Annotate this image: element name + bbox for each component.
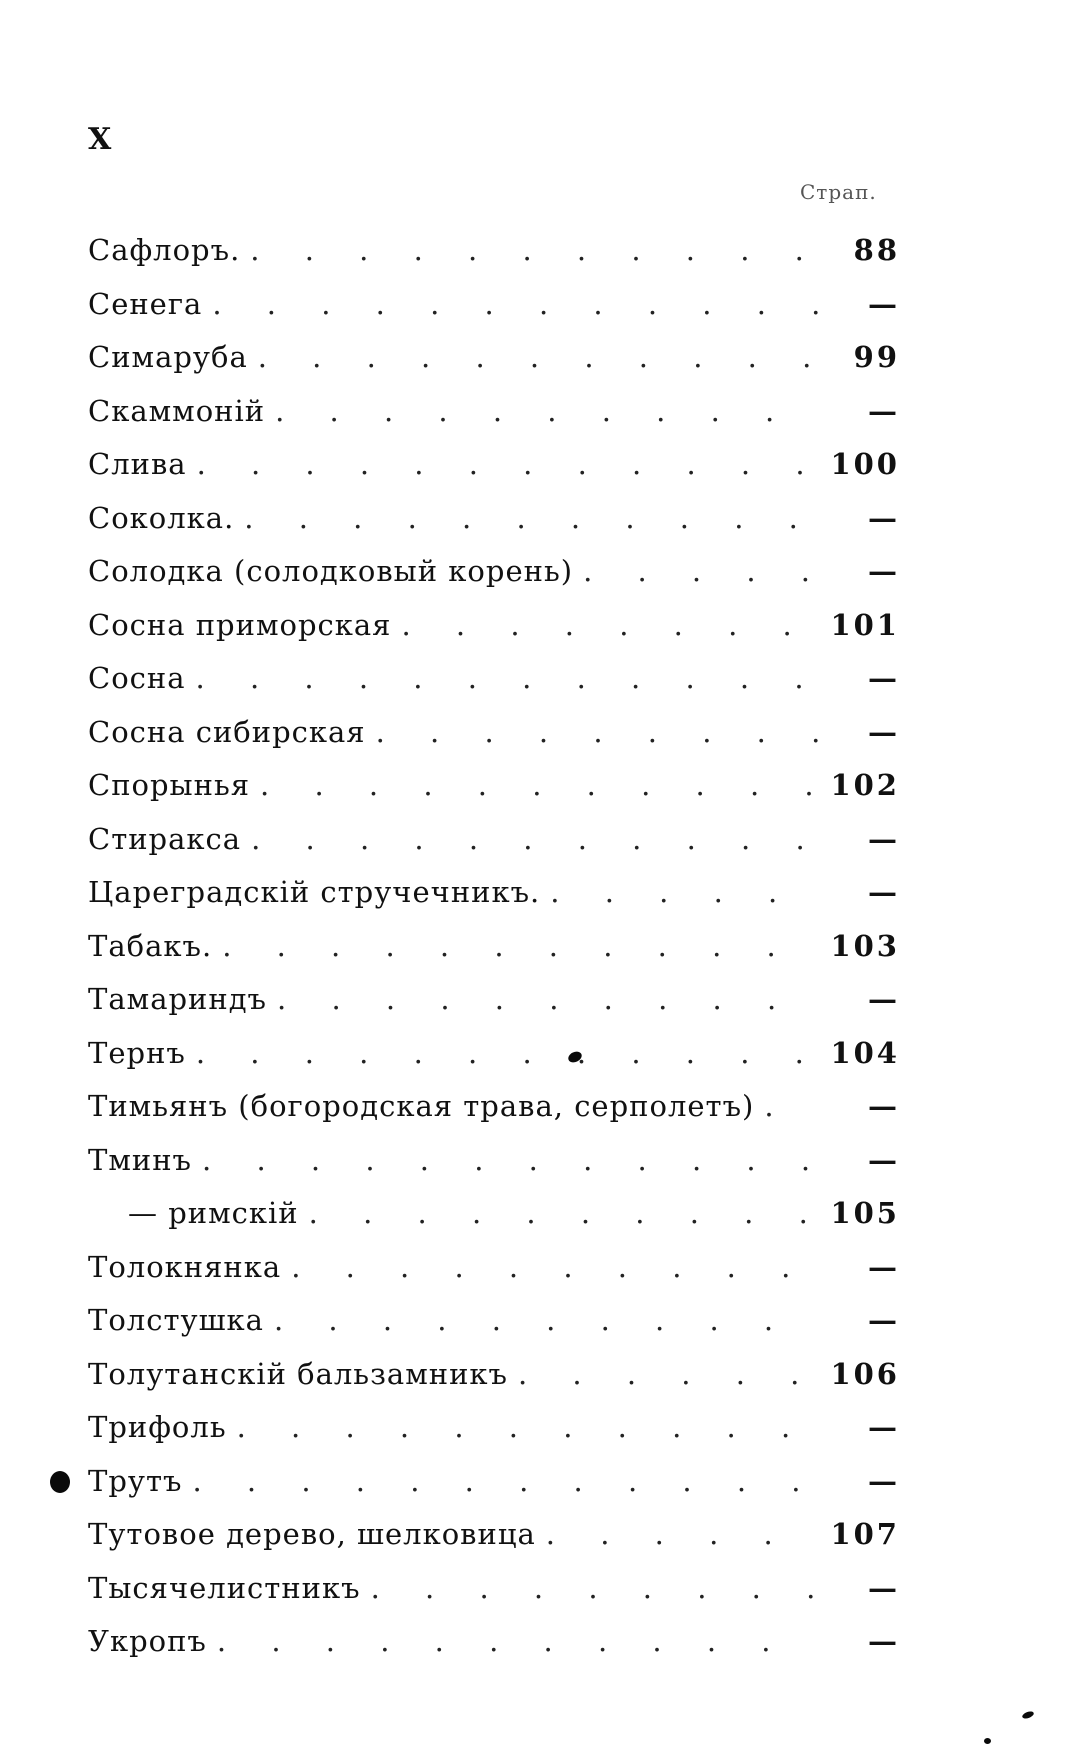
dot-leader [260, 768, 818, 802]
toc-entry [88, 1464, 900, 1518]
entry-page-number: 103 [830, 928, 900, 963]
dot-leader [197, 447, 818, 481]
page-number: X [88, 122, 113, 157]
entry-page-number: — [868, 1249, 900, 1284]
dot-leader [764, 1089, 818, 1123]
entry-title: — римскій [128, 1196, 299, 1230]
toc-entry [88, 715, 900, 769]
entry-page-number: 88 [853, 233, 900, 267]
entry-page-number: 99 [853, 340, 900, 374]
entry-title: Соколка. [88, 500, 235, 535]
entry-page-number: — [868, 1410, 900, 1444]
entry-page-number: 100 [830, 447, 900, 481]
dot-leader [376, 715, 818, 749]
entry-title: Сосна [88, 661, 186, 695]
toc-entry [88, 661, 900, 715]
entry-title: Сафлоръ. [88, 233, 241, 267]
ink-blot [984, 1738, 991, 1744]
entry-page-number: — [868, 1624, 900, 1658]
toc-entry [88, 1196, 900, 1250]
entry-page-number: — [868, 982, 900, 1016]
entry-title: Толстушка [88, 1303, 264, 1337]
entry-title: Тернъ [88, 1035, 186, 1070]
entry-page-number: — [868, 1303, 900, 1337]
entry-title: Табакъ. [88, 928, 213, 963]
entry-page-number: — [868, 821, 900, 856]
dot-leader [291, 1250, 818, 1284]
entry-title: Трутъ [88, 1463, 183, 1498]
entry-page-number: 101 [830, 607, 900, 642]
dot-leader [401, 608, 818, 642]
entry-page-number: — [868, 1463, 900, 1498]
dot-leader [192, 1464, 818, 1498]
ink-blot [50, 1471, 70, 1493]
entry-title: Стиракса [88, 821, 242, 856]
entry-title: Солодка (солодковый корень) [88, 554, 574, 588]
dot-leader [251, 822, 818, 856]
entry-title: Цареградскій стручечникъ. [88, 875, 541, 909]
entry-title: Симаруба [88, 340, 248, 374]
entry-page-number: — [868, 500, 900, 535]
entry-page-number: — [868, 393, 900, 428]
dot-leader [202, 1143, 818, 1177]
dot-leader [275, 394, 818, 428]
entry-page-number: — [868, 714, 900, 749]
toc-entry [88, 1036, 900, 1090]
page-column-header: Страп. [800, 180, 877, 204]
entry-page-number: 104 [830, 1035, 900, 1070]
entry-page-number: — [868, 1142, 900, 1177]
entry-title: Сенега [88, 286, 203, 321]
toc-entry [88, 1410, 900, 1464]
dot-leader [583, 554, 818, 588]
dot-leader [550, 875, 818, 909]
dot-leader [212, 287, 818, 321]
entry-title: Тутовое дерево, шелковица [88, 1517, 536, 1551]
toc-entry [88, 1517, 900, 1571]
dot-leader [250, 233, 818, 267]
dot-leader [309, 1196, 818, 1230]
entry-page-number: — [868, 875, 900, 909]
entry-title: Скаммоній [88, 393, 266, 428]
toc-entry [88, 1089, 900, 1143]
entry-page-number: 107 [830, 1517, 900, 1551]
toc-entry [88, 982, 900, 1036]
entry-title: Сосна сибирская [88, 714, 366, 749]
dot-leader [222, 929, 818, 963]
dot-leader [217, 1624, 818, 1658]
dot-leader [371, 1571, 818, 1605]
entry-page-number: 102 [830, 768, 900, 802]
entry-page-number: 105 [830, 1196, 900, 1230]
dot-leader [277, 982, 818, 1016]
dot-leader [196, 1036, 818, 1070]
entry-title: Тысячелистникъ [88, 1570, 361, 1605]
dot-leader [244, 501, 818, 535]
toc-entry [88, 554, 900, 608]
ink-blot [1021, 1710, 1034, 1720]
entry-title: Спорынья [88, 768, 251, 802]
toc-entry [88, 340, 900, 394]
toc-entry [88, 1571, 900, 1625]
toc-entry [88, 1250, 900, 1304]
dot-leader [237, 1410, 818, 1444]
toc-entry [88, 287, 900, 341]
toc-entry [88, 929, 900, 983]
entry-page-number: — [868, 554, 900, 588]
table-of-contents [88, 233, 900, 1678]
toc-entry [88, 447, 900, 501]
toc-entry [88, 501, 900, 555]
entry-page-number: — [868, 1570, 900, 1605]
toc-entry [88, 822, 900, 876]
entry-title: Толокнянка [88, 1249, 282, 1284]
toc-entry [88, 233, 900, 287]
dot-leader [546, 1517, 818, 1551]
dot-leader [258, 340, 818, 374]
toc-entry [88, 1357, 900, 1411]
toc-entry [88, 875, 900, 929]
entry-title: Тамариндъ [88, 982, 268, 1016]
toc-entry [88, 1143, 900, 1197]
entry-page-number: — [868, 661, 900, 695]
entry-page-number: — [868, 1089, 900, 1123]
toc-entry [88, 394, 900, 448]
entry-page-number: — [868, 286, 900, 321]
entry-title: Слива [88, 447, 187, 481]
entry-title: Тминъ [88, 1142, 193, 1177]
dot-leader [274, 1303, 818, 1337]
entry-title: Укропъ [88, 1624, 207, 1658]
toc-entry [88, 1624, 900, 1678]
entry-title: Сосна приморская [88, 607, 392, 642]
entry-title: Тимьянъ (богородская трава, серполетъ) [88, 1089, 755, 1123]
toc-entry [88, 608, 900, 662]
dot-leader [518, 1357, 818, 1391]
dot-leader [196, 661, 818, 695]
toc-entry [88, 1303, 900, 1357]
entry-page-number: 106 [830, 1356, 900, 1391]
entry-title: Толутанскій бальзамникъ [88, 1356, 508, 1391]
toc-entry [88, 768, 900, 822]
entry-title: Трифоль [88, 1410, 227, 1444]
